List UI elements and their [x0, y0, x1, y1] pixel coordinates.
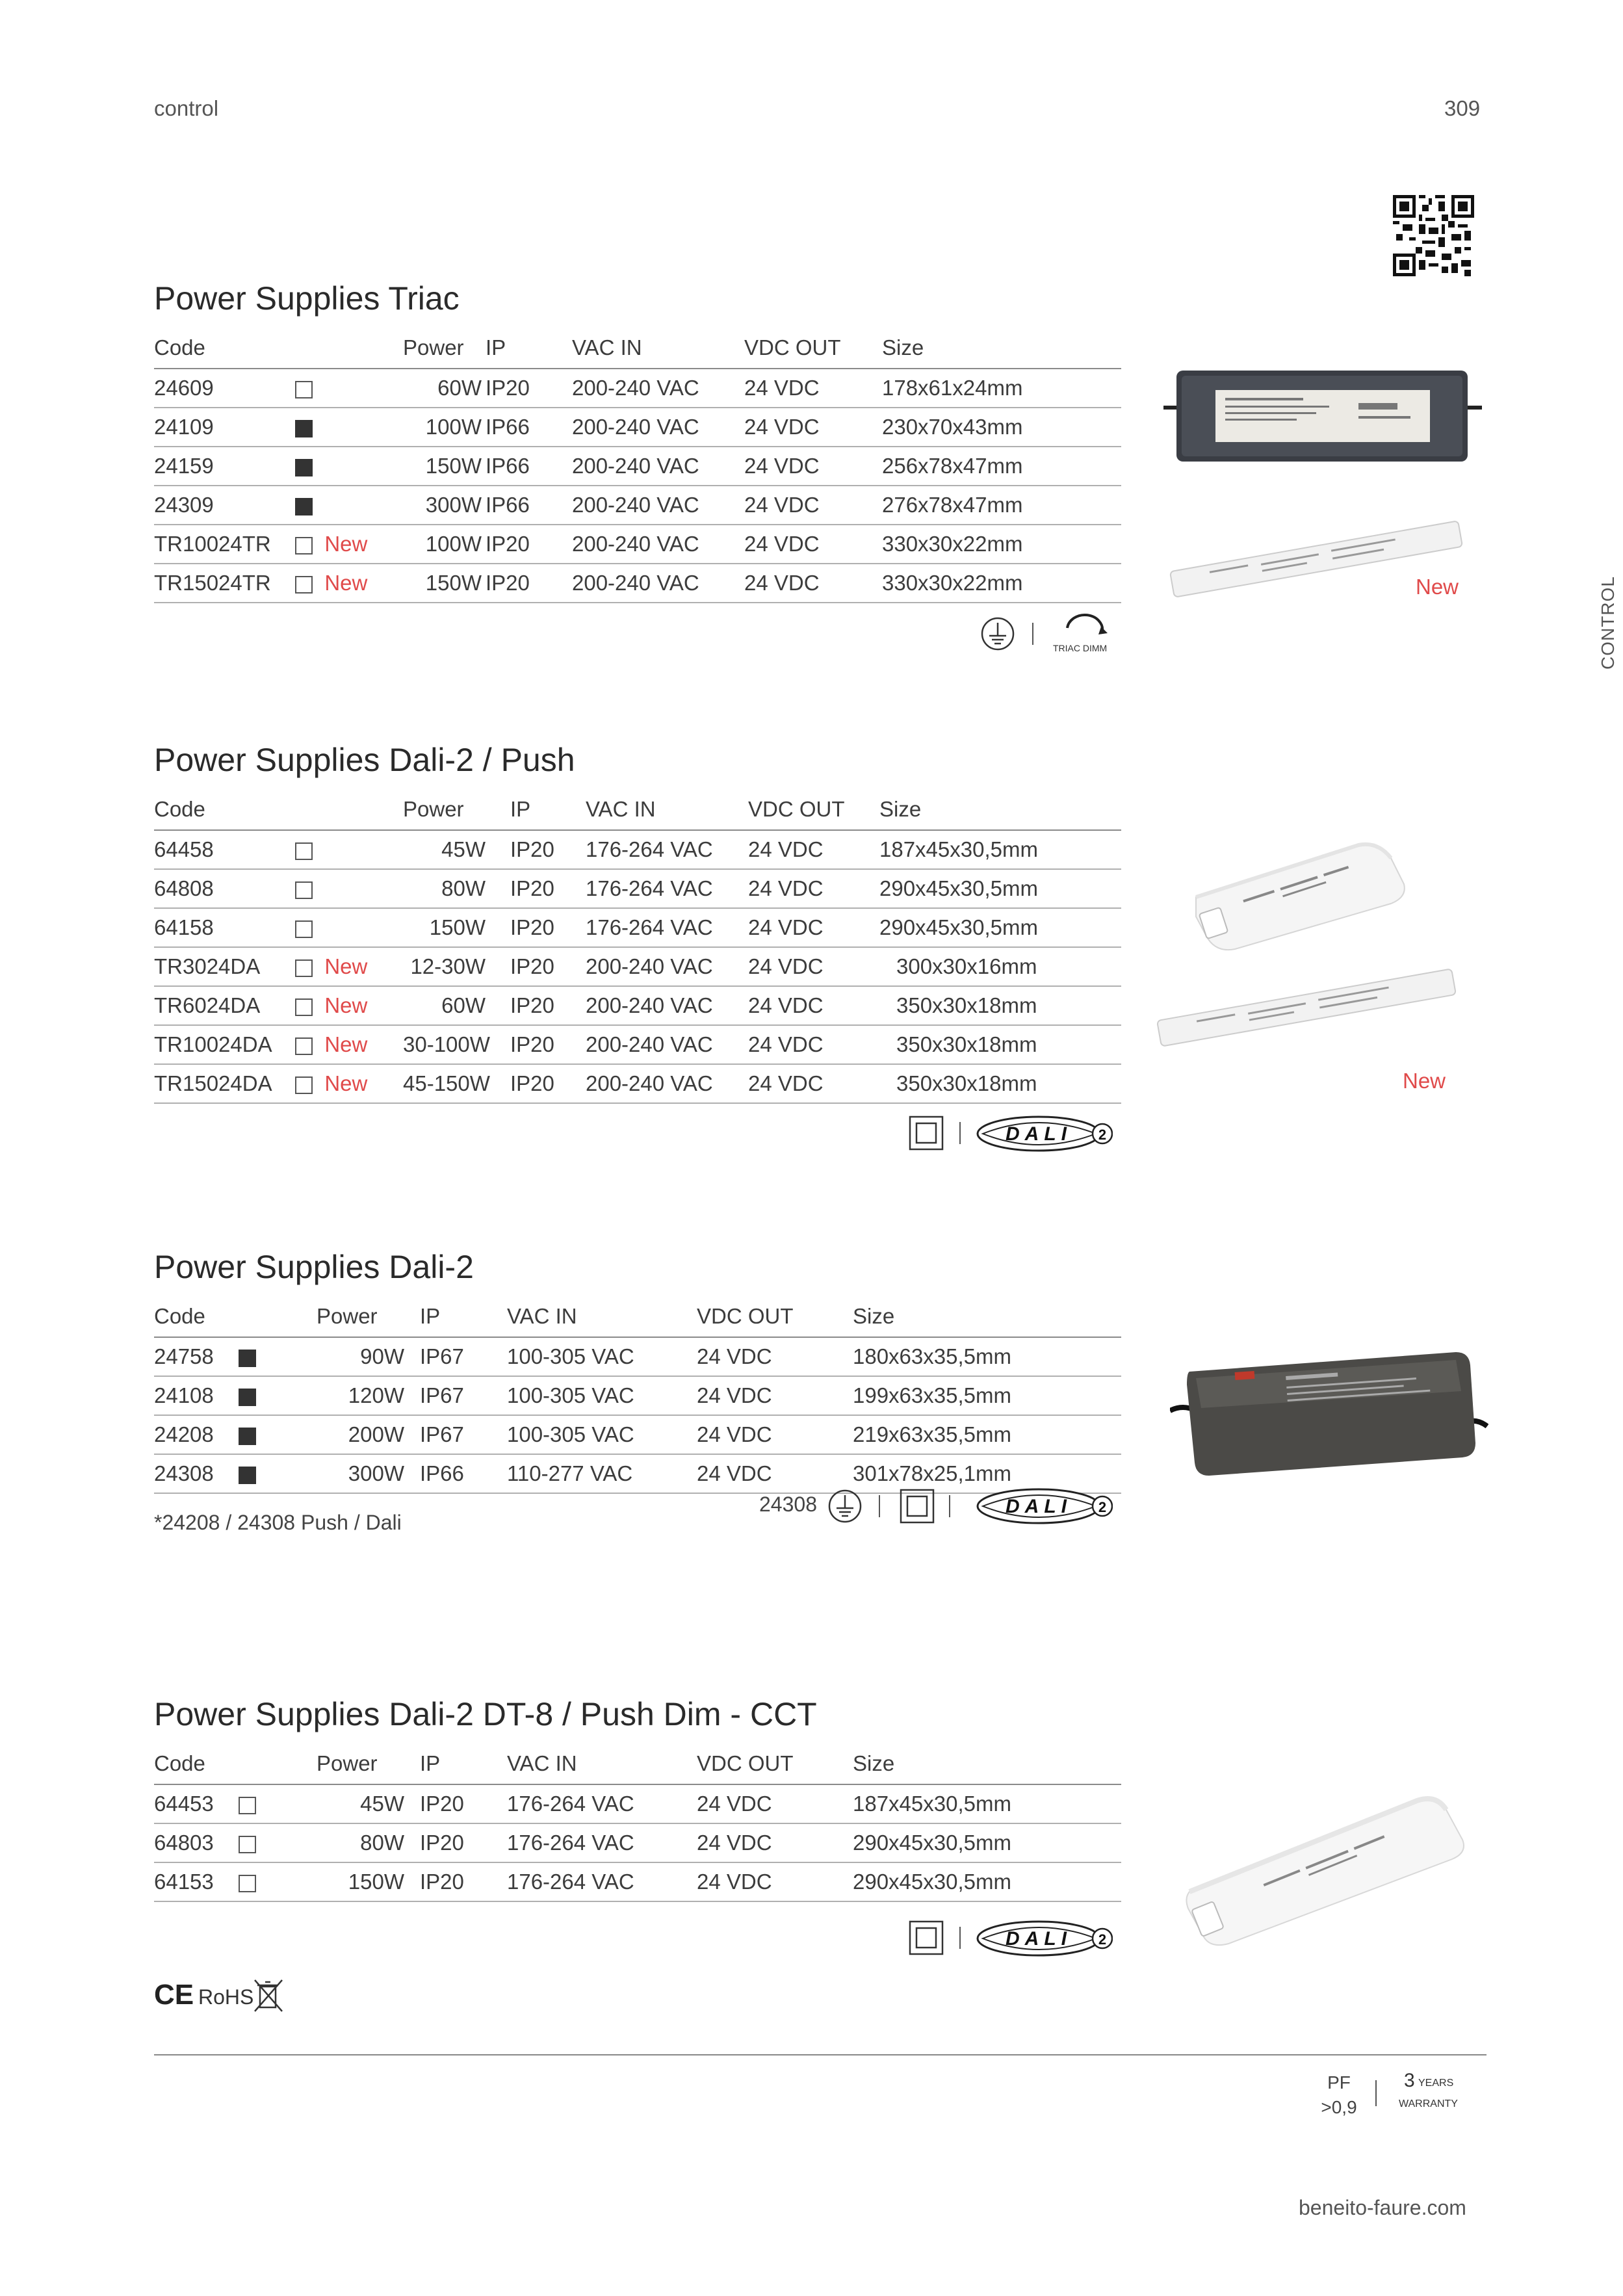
vac-in: 110-277 VAC: [507, 1454, 697, 1493]
vdc-out: 24 VDC: [744, 369, 882, 408]
triac-table: [154, 328, 1121, 603]
code: 24308: [154, 1454, 239, 1493]
icon-separator: [879, 1495, 880, 1517]
qr-code-icon[interactable]: [1393, 195, 1474, 276]
vac-in: 200-240 VAC: [586, 986, 748, 1025]
triac-black-driver-image: [1163, 364, 1482, 468]
icon-separator: [959, 1927, 961, 1949]
size: 187x45x30,5mm: [879, 830, 1121, 869]
power: 60W: [403, 986, 486, 1025]
vdc-out: 24 VDC: [748, 869, 879, 908]
size: 290x45x30,5mm: [853, 1862, 1121, 1901]
col-vac-in: VAC IN: [507, 1296, 697, 1337]
vdc-out: 24 VDC: [748, 986, 879, 1025]
vac-in: 200-240 VAC: [586, 947, 748, 986]
code: TR6024DA: [154, 986, 295, 1025]
size: 199x63x35,5mm: [853, 1376, 1121, 1415]
dali-2-logo-icon: [975, 1485, 1113, 1527]
ip-outdoor-icon: [239, 1389, 256, 1406]
table-row: [154, 869, 1121, 908]
ip-outdoor-icon: [295, 459, 313, 476]
vac-in: 176-264 VAC: [586, 830, 748, 869]
ip: IP67: [404, 1337, 507, 1376]
ip-outdoor-icon: [239, 1428, 256, 1445]
code: 24309: [154, 486, 295, 525]
website-link[interactable]: beneito-faure.com: [1299, 2196, 1466, 2219]
vac-in: 200-240 VAC: [586, 1064, 748, 1103]
power: 100W: [403, 408, 486, 447]
ip: IP20: [486, 947, 586, 986]
table-row: [154, 447, 1121, 486]
power: 80W: [317, 1823, 404, 1862]
ip: IP66: [404, 1454, 507, 1493]
col-code: Code: [154, 789, 295, 830]
table-row: [154, 947, 1121, 986]
size: 350x30x18mm: [879, 1064, 1121, 1103]
size: 180x63x35,5mm: [853, 1337, 1121, 1376]
power: 12-30W: [403, 947, 486, 986]
warranty-years: 3: [1404, 2070, 1415, 2091]
table-row: [154, 1415, 1121, 1454]
power: 100W: [403, 525, 486, 564]
power: 150W: [317, 1862, 404, 1901]
vdc-out: 24 VDC: [697, 1415, 853, 1454]
vdc-out: 24 VDC: [748, 947, 879, 986]
dali-2-table: [154, 1296, 1121, 1494]
col-ip: IP: [404, 1296, 507, 1337]
col-vac-in: VAC IN: [586, 789, 748, 830]
code: 24108: [154, 1376, 239, 1415]
vac-in: 200-240 VAC: [572, 408, 744, 447]
dali-2-version: 2: [1098, 1931, 1107, 1948]
power: 90W: [317, 1337, 404, 1376]
ip: IP20: [486, 830, 586, 869]
ip: IP20: [486, 369, 572, 408]
table-header-row: [154, 328, 1121, 369]
col-power: Power: [403, 789, 486, 830]
ip: IP20: [404, 1823, 507, 1862]
col-vac-in: VAC IN: [572, 328, 744, 369]
image-new-label: New: [1403, 1069, 1446, 1093]
dali-push-table: [154, 789, 1121, 1104]
footer-divider: [154, 2054, 1487, 2055]
col-box: [295, 789, 403, 830]
ip: IP20: [486, 525, 572, 564]
section-title-dali-2: Power Supplies Dali-2: [154, 1249, 474, 1285]
size: 350x30x18mm: [879, 1025, 1121, 1064]
vdc-out: 24 VDC: [697, 1823, 853, 1862]
icon-separator: [949, 1495, 950, 1517]
dali-dt8-table: [154, 1743, 1121, 1902]
col-vdc-out: VDC OUT: [748, 789, 879, 830]
dali-2-version: 2: [1098, 1127, 1107, 1143]
side-tab-label: CONTROL: [1598, 576, 1618, 670]
size: 178x61x24mm: [882, 369, 1121, 408]
class-ii-insulation-icon: [900, 1489, 935, 1524]
table-row: [154, 1784, 1121, 1823]
ip: IP67: [404, 1415, 507, 1454]
code: 24208: [154, 1415, 239, 1454]
code: 24159: [154, 447, 295, 486]
ip-indoor-icon: [295, 998, 313, 1016]
vac-in: 100-305 VAC: [507, 1337, 697, 1376]
icon-separator: [1032, 623, 1033, 645]
col-size: Size: [879, 789, 1121, 830]
code: TR10024DA: [154, 1025, 295, 1064]
vac-in: 176-264 VAC: [507, 1823, 697, 1862]
ip: IP20: [486, 1025, 586, 1064]
ip-outdoor-icon: [295, 498, 313, 515]
col-vdc-out: VDC OUT: [697, 1743, 853, 1784]
footer-separator: [1375, 2080, 1377, 2106]
power: 150W: [403, 564, 486, 603]
code: 64453: [154, 1784, 239, 1823]
size: 301x78x25,1mm: [853, 1454, 1121, 1493]
col-code: Code: [154, 328, 295, 369]
vdc-out: 24 VDC: [744, 564, 882, 603]
size: 300x30x16mm: [879, 947, 1121, 986]
power: 120W: [317, 1376, 404, 1415]
power: 300W: [317, 1454, 404, 1493]
col-code: Code: [154, 1743, 239, 1784]
ip: IP67: [404, 1376, 507, 1415]
new-badge: New: [324, 532, 368, 556]
table-header-row: [154, 1743, 1121, 1784]
vac-in: 200-240 VAC: [572, 369, 744, 408]
dali-2-label: DALI: [1006, 1928, 1072, 1950]
table-row: [154, 1337, 1121, 1376]
ip-indoor-icon: [239, 1836, 256, 1853]
col-code: Code: [154, 1296, 239, 1337]
ip: IP20: [404, 1862, 507, 1901]
warranty-label: WARRANTY: [1399, 2098, 1458, 2109]
rohs-label: RoHS: [198, 1985, 254, 2009]
dali-2-label: DALI: [1006, 1496, 1072, 1517]
col-vdc-out: VDC OUT: [744, 328, 882, 369]
page-number: 309: [1444, 96, 1481, 120]
ce-mark-icon: CE: [154, 1979, 194, 2011]
ip-indoor-icon: [295, 881, 313, 899]
class-ii-insulation-icon: [909, 1115, 944, 1151]
ip: IP20: [486, 1064, 586, 1103]
size: 219x63x35,5mm: [853, 1415, 1121, 1454]
vdc-out: 24 VDC: [744, 447, 882, 486]
code: TR10024TR: [154, 525, 295, 564]
triac-dimmable-icon: [1053, 611, 1126, 657]
dali-push-slim-driver-image: [1144, 956, 1469, 1060]
vac-in: 200-240 VAC: [572, 564, 744, 603]
vac-in: 176-264 VAC: [507, 1862, 697, 1901]
vac-in: 176-264 VAC: [586, 908, 748, 947]
ip: IP66: [486, 486, 572, 525]
ip-outdoor-icon: [295, 420, 313, 437]
col-ip: IP: [486, 328, 572, 369]
size: 230x70x43mm: [882, 408, 1121, 447]
table-row: [154, 408, 1121, 447]
size: 350x30x18mm: [879, 986, 1121, 1025]
code: 64158: [154, 908, 295, 947]
dali-2-label: DALI: [1006, 1123, 1072, 1145]
section-title-dali-push: Power Supplies Dali-2 / Push: [154, 742, 575, 778]
table-row: [154, 1862, 1121, 1901]
ip: IP20: [486, 986, 586, 1025]
ip-indoor-icon: [295, 576, 313, 594]
col-power: Power: [317, 1296, 404, 1337]
code: 24609: [154, 369, 295, 408]
earth-ground-icon: [980, 616, 1015, 651]
col-size: Size: [882, 328, 1121, 369]
vdc-out: 24 VDC: [697, 1454, 853, 1493]
pf-value: >0,9: [1321, 2097, 1357, 2117]
new-badge: New: [324, 993, 368, 1017]
code: TR3024DA: [154, 947, 295, 986]
vac-in: 176-264 VAC: [507, 1784, 697, 1823]
vdc-out: 24 VDC: [744, 408, 882, 447]
col-power: Power: [317, 1743, 404, 1784]
power: 30-100W: [403, 1025, 486, 1064]
vdc-out: 24 VDC: [748, 1025, 879, 1064]
table-row: [154, 564, 1121, 603]
code: 24758: [154, 1337, 239, 1376]
earth-ground-icon: [827, 1489, 863, 1524]
size: 290x45x30,5mm: [879, 869, 1121, 908]
size: 187x45x30,5mm: [853, 1784, 1121, 1823]
code: 64153: [154, 1862, 239, 1901]
col-ip: IP: [404, 1743, 507, 1784]
table-row: [154, 525, 1121, 564]
running-header-section: control: [154, 96, 219, 120]
col-vdc-out: VDC OUT: [697, 1296, 853, 1337]
ip: IP66: [486, 447, 572, 486]
size: 256x78x47mm: [882, 447, 1121, 486]
triac-dimm-text: TRIAC DIMM: [1053, 643, 1108, 653]
vac-in: 200-240 VAC: [572, 447, 744, 486]
table-row: [154, 908, 1121, 947]
ip-indoor-icon: [295, 1076, 313, 1094]
vdc-out: 24 VDC: [748, 908, 879, 947]
image-new-label: New: [1416, 575, 1459, 599]
size: 330x30x22mm: [882, 564, 1121, 603]
weee-bin-icon: [253, 1979, 283, 2014]
power: 45W: [317, 1784, 404, 1823]
dali-2-logo-icon: [975, 1113, 1113, 1155]
vac-in: 100-305 VAC: [507, 1415, 697, 1454]
dali-dt8-white-driver-image: [1183, 1781, 1469, 1950]
vdc-out: 24 VDC: [697, 1376, 853, 1415]
section-title-triac: Power Supplies Triac: [154, 280, 460, 317]
table-header-row: [154, 1296, 1121, 1337]
new-badge: New: [324, 571, 368, 595]
icon-product-code: 24308: [759, 1493, 817, 1516]
col-box: [239, 1743, 317, 1784]
power: 60W: [403, 369, 486, 408]
vac-in: 176-264 VAC: [586, 869, 748, 908]
size: 330x30x22mm: [882, 525, 1121, 564]
vdc-out: 24 VDC: [744, 486, 882, 525]
table-row: [154, 1376, 1121, 1415]
col-box: [239, 1296, 317, 1337]
table-row: [154, 830, 1121, 869]
vdc-out: 24 VDC: [697, 1337, 853, 1376]
warranty-unit: YEARS: [1418, 2078, 1454, 2089]
new-badge: New: [324, 1032, 368, 1056]
code: TR15024TR: [154, 564, 295, 603]
vdc-out: 24 VDC: [744, 525, 882, 564]
ip-indoor-icon: [295, 537, 313, 554]
ip: IP66: [486, 408, 572, 447]
ip: IP20: [486, 908, 586, 947]
new-badge: New: [324, 954, 368, 978]
section-title-dali-dt8: Power Supplies Dali-2 DT-8 / Push Dim - CCT: [154, 1696, 817, 1732]
power: 45W: [403, 830, 486, 869]
vdc-out: 24 VDC: [697, 1784, 853, 1823]
ip-indoor-icon: [295, 381, 313, 398]
ip: IP20: [404, 1784, 507, 1823]
table-row: [154, 1025, 1121, 1064]
col-vac-in: VAC IN: [507, 1743, 697, 1784]
table-row: [154, 1823, 1121, 1862]
power: 45-150W: [403, 1064, 486, 1103]
size: 290x45x30,5mm: [879, 908, 1121, 947]
size: 290x45x30,5mm: [853, 1823, 1121, 1862]
dali-2-version: 2: [1098, 1499, 1107, 1515]
power: 300W: [403, 486, 486, 525]
dali-2-logo-icon: [975, 1918, 1113, 1959]
ip-indoor-icon: [295, 1037, 313, 1055]
pf-label: PF: [1327, 2072, 1351, 2093]
vac-in: 100-305 VAC: [507, 1376, 697, 1415]
ip-indoor-icon: [239, 1797, 256, 1814]
ip-indoor-icon: [239, 1875, 256, 1892]
table-row: [154, 986, 1121, 1025]
ip-indoor-icon: [295, 959, 313, 977]
col-box: [295, 328, 403, 369]
dali-push-white-driver-image: [1183, 826, 1417, 956]
vac-in: 200-240 VAC: [586, 1025, 748, 1064]
icon-separator: [959, 1122, 961, 1144]
ip-outdoor-icon: [239, 1350, 256, 1367]
code: 64808: [154, 869, 295, 908]
col-ip: IP: [486, 789, 586, 830]
table-row: [154, 486, 1121, 525]
vdc-out: 24 VDC: [748, 1064, 879, 1103]
dali-2-meanwell-driver-image: [1170, 1346, 1488, 1482]
code: 64803: [154, 1823, 239, 1862]
vdc-out: 24 VDC: [697, 1862, 853, 1901]
power: 150W: [403, 908, 486, 947]
col-power: Power: [403, 328, 486, 369]
col-size: Size: [853, 1743, 1121, 1784]
table-header-row: [154, 789, 1121, 830]
vdc-out: 24 VDC: [748, 830, 879, 869]
power: 80W: [403, 869, 486, 908]
vac-in: 200-240 VAC: [572, 525, 744, 564]
power: 150W: [403, 447, 486, 486]
class-ii-insulation-icon: [909, 1920, 944, 1955]
table-row: [154, 1064, 1121, 1103]
new-badge: New: [324, 1071, 368, 1095]
col-size: Size: [853, 1296, 1121, 1337]
code: 64458: [154, 830, 295, 869]
ip: IP20: [486, 869, 586, 908]
power: 200W: [317, 1415, 404, 1454]
ip-indoor-icon: [295, 920, 313, 938]
table-row: [154, 369, 1121, 408]
size: 276x78x47mm: [882, 486, 1121, 525]
push-dali-note: *24208 / 24308 Push / Dali: [154, 1511, 402, 1534]
ip-outdoor-icon: [239, 1467, 256, 1484]
ip-indoor-icon: [295, 842, 313, 860]
code: 24109: [154, 408, 295, 447]
ip: IP20: [486, 564, 572, 603]
code: TR15024DA: [154, 1064, 295, 1103]
vac-in: 200-240 VAC: [572, 486, 744, 525]
